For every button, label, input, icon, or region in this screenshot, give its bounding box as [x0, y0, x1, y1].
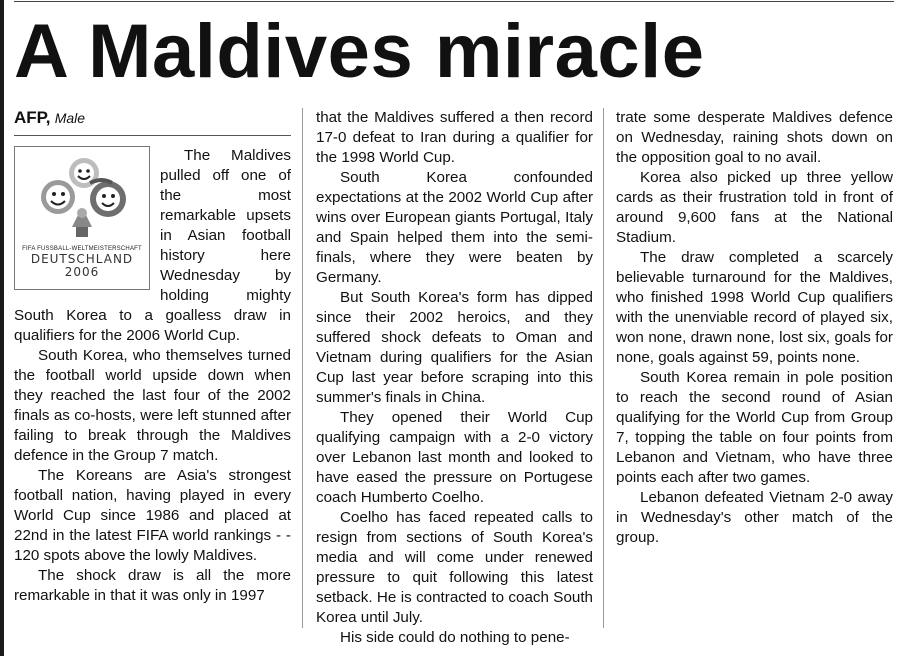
page-edge [0, 0, 4, 656]
byline-rule [14, 135, 291, 136]
paragraph: The draw completed a scarcely believable turnaround for the Maldives, who finished 1998 World Cup qualifiers with the unenviable record of played six, won none, drawn none, lost six, goals for none, goals against 59, points none. [616, 249, 893, 366]
byline [14, 108, 291, 129]
world-cup-emblem-icon [32, 153, 132, 245]
paragraph: The shock draw is all the more remarkable in that it was only in 1997 [14, 567, 291, 604]
paragraph: Lebanon defeated Vietnam 2-0 away in Wednesday's other match of the group. [616, 489, 893, 546]
paragraph-continued: that the Maldives suffered a then record 17-0 defeat to Iran during a qualifier for the 1998 World Cup. [316, 109, 593, 166]
headline: A Maldives miracle [14, 9, 705, 94]
paragraph: The Maldives pulled off one of the most remarkable upsets in Asian football history here Wednesday by holding mighty South Korea to a goalless draw in qualifiers for the 2006 World Cup. [14, 147, 291, 344]
paragraph: They opened their World Cup qualifying campaign with a 2-0 victory over Lebanon last month and looked to have eased the pressure on Portugese coach Humberto Coelho. [316, 409, 593, 506]
byline-agency: AFP, [14, 108, 51, 127]
paragraph: His side could do nothing to pene- [340, 629, 570, 646]
article-column-3 [616, 108, 893, 648]
article-column-2 [316, 108, 593, 648]
paragraph: South Korea remain in pole position to reach the second round of Asian qualifying for the World Cup from Group 7, topping the table on four points from Lebanon and Vietnam, who have three points each after two games. [616, 369, 893, 486]
column-divider [302, 108, 303, 628]
paragraph: South Korea, who themselves turned the football world upside down when they reached the last four of the 2002 finals as co-hosts, were left stunned after failing to break through the Maldives defence in the Group 7 match. [14, 347, 291, 464]
paragraph: Coelho has faced repeated calls to resign from sections of South Korea's media and will come under renewed pressure to quit following this latest setback. He is contracted to coach South Korea until July. [316, 509, 593, 626]
article-column-1 [14, 108, 291, 648]
top-rule [14, 1, 894, 2]
byline-location: Male [54, 110, 86, 126]
paragraph-continued: trate some desperate Maldives defence on Wednesday, raining shots down on the opposition goal to no avail. [616, 109, 893, 166]
paragraph: South Korea confounded expectations at the 2002 World Cup after wins over European giants Portugal, Italy and Spain helped them into the semi-finals, where they were beaten by Germany. [316, 169, 593, 286]
logo-country: DEUTSCHLAND [30, 252, 134, 266]
column-divider [603, 108, 604, 628]
paragraph: But South Korea's form has dipped since their 2002 heroics, and they suffered shock defeats to Oman and Vietnam during qualifiers for the Asian Cup last year before scraping into this summer's finals in China. [316, 289, 593, 406]
world-cup-logo [14, 146, 150, 290]
logo-small-text: FIFA FUSSBALL-WELTMEISTERSCHAFT [22, 246, 142, 252]
logo-year: 2006 [64, 265, 100, 279]
paragraph: The Koreans are Asia's strongest football nation, having played in every World Cup since 1986 and placed at 22nd in the latest FIFA world rankings - - 120 spots above the lowly Maldives. [14, 467, 291, 564]
paragraph: Korea also picked up three yellow cards as their frustration told in front of around 9,600 fans at the National Stadium. [616, 169, 893, 246]
